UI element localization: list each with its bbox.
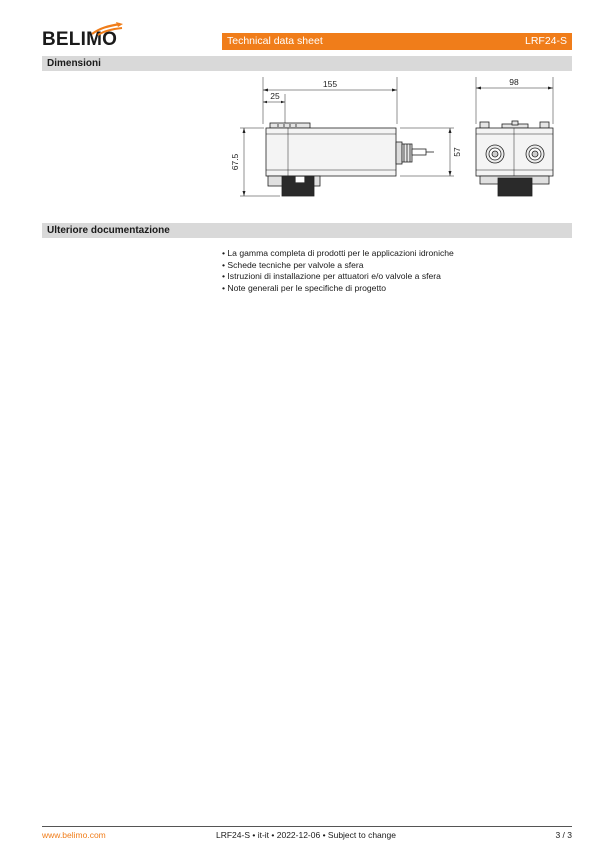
model-name: LRF24-S <box>524 35 567 47</box>
dim-155: 155 <box>322 79 338 89</box>
dimension-drawing <box>222 74 572 214</box>
footer-doc-info: LRF24-S • it-it • 2022-12-06 • Subject to change <box>216 830 396 840</box>
dim-67-5: 67.5 <box>230 153 240 171</box>
footer-website-link[interactable]: www.belimo.com <box>42 830 106 840</box>
section-documentation <box>42 223 572 238</box>
page-number: 3 / 3 <box>555 830 572 840</box>
doc-type: Technical data sheet <box>227 35 323 47</box>
section-title-dimensions: Dimensioni <box>47 58 101 69</box>
section-dimensions <box>42 56 572 71</box>
list-item: • Istruzioni di installazione per attuatori e/o valvole a sfera <box>222 271 454 283</box>
side-view <box>476 77 553 196</box>
footer-divider <box>42 826 572 827</box>
documentation-list <box>222 248 454 294</box>
brand-name: BELIMO <box>42 29 118 50</box>
belimo-logo <box>42 22 122 52</box>
header-bar <box>222 33 572 50</box>
dim-25: 25 <box>270 91 280 101</box>
list-item: • La gamma completa di prodotti per le applicazioni idroniche <box>222 248 454 260</box>
dim-57: 57 <box>452 147 462 157</box>
list-item: • Note generali per le specifiche di progetto <box>222 283 454 295</box>
logo-swoosh-icon <box>90 22 124 36</box>
list-item: • Schede tecniche per valvole a sfera <box>222 260 454 272</box>
section-title-documentation: Ulteriore documentazione <box>47 225 170 236</box>
dim-98: 98 <box>509 77 519 87</box>
